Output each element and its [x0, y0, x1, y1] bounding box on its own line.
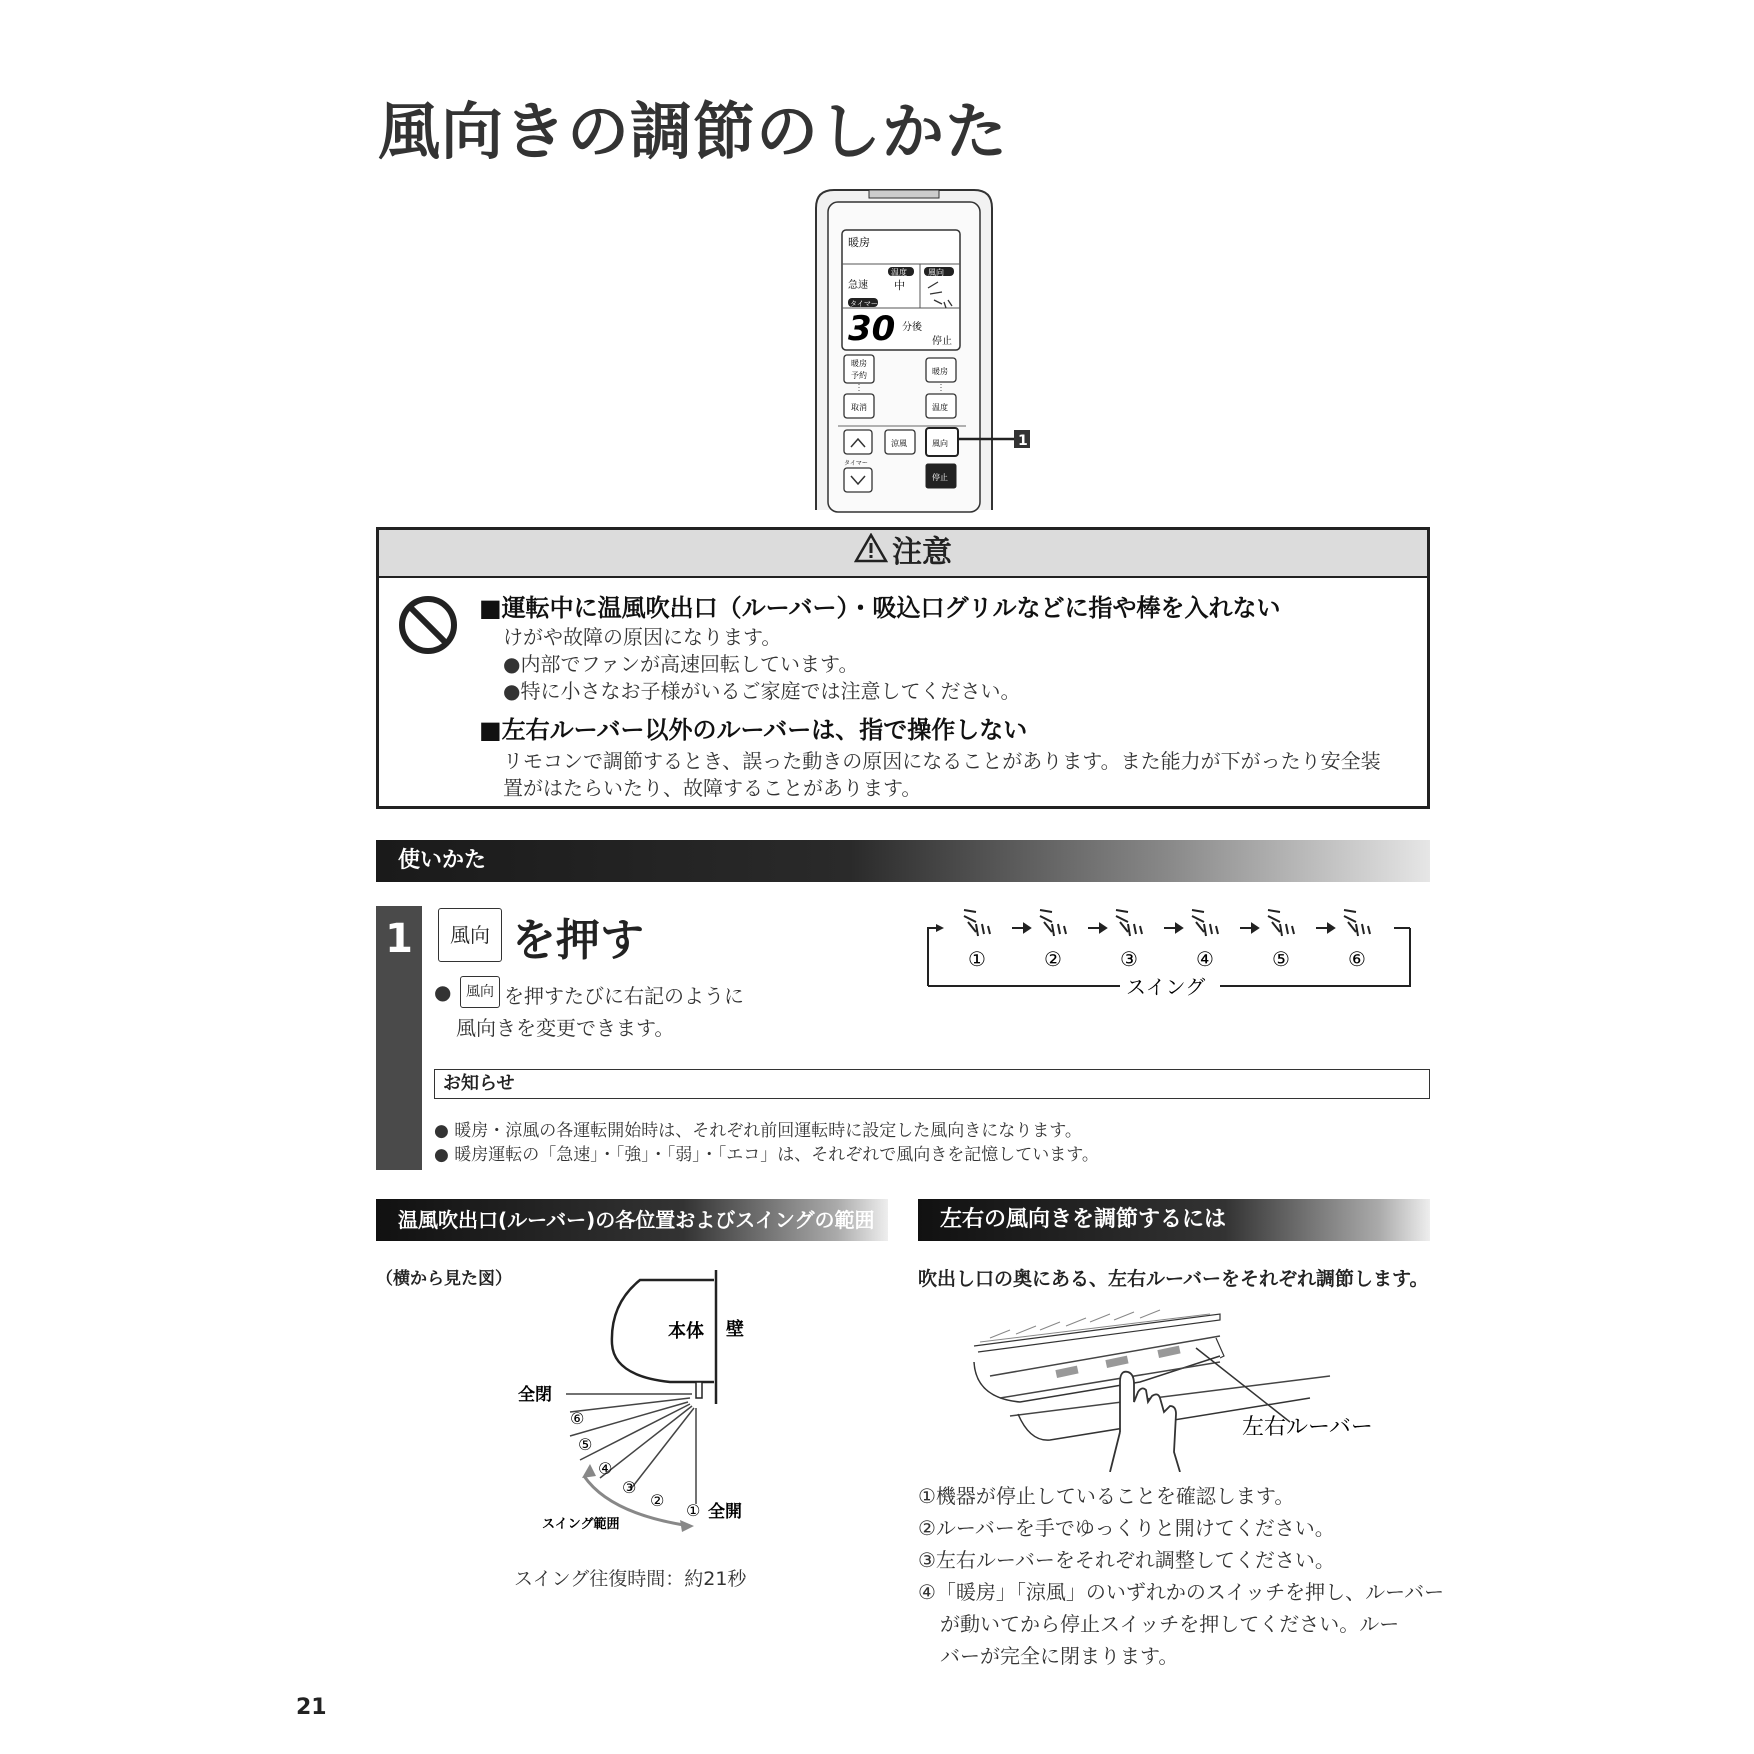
- lr-step4-line1: ④「暖房」「涼風」のいずれかのスイッチを押し、ルーバー: [918, 1580, 1445, 1604]
- page-number: 21: [296, 1695, 327, 1720]
- louver-icon: [1344, 910, 1370, 936]
- caution-item1-line1: けがや故障の原因になります。: [503, 625, 782, 649]
- louver-icon: [1040, 910, 1066, 936]
- warning-triangle-icon: [854, 531, 888, 577]
- louver-icon: [1116, 910, 1142, 936]
- svg-text:温度: 温度: [891, 268, 907, 277]
- step-bullet-text2: 風向きを変更できます。: [456, 1016, 675, 1040]
- svg-text:涼風: 涼風: [891, 439, 907, 448]
- pos-label-5: ⑤: [1272, 947, 1290, 971]
- svg-text:暖房: 暖房: [851, 359, 867, 368]
- svg-text:③: ③: [622, 1478, 637, 1497]
- caution-item1-line2: ●内部でファンが高速回転しています。: [503, 652, 859, 676]
- heat-reserve-button[interactable]: [844, 355, 874, 383]
- caution-item2-title: ■左右ルーバー以外のルーバーは、指で操作しない: [479, 716, 1028, 744]
- lr-step3: ③左右ルーバーをそれぞれ調整してください。: [918, 1548, 1335, 1572]
- cool-button[interactable]: [885, 430, 915, 454]
- svg-text:暖房: 暖房: [932, 367, 948, 376]
- caution-item1-title: ■運転中に温風吹出口（ルーバー）・吸込口グリルなどに指や棒を入れない: [479, 594, 1281, 622]
- step-action: を押す: [512, 915, 644, 966]
- svg-text:停止: 停止: [932, 336, 952, 347]
- timer-down-button[interactable]: [844, 468, 872, 492]
- caution-item2-line2: 置がはたらいたり、故障することがあります。: [503, 776, 922, 800]
- svg-text:中: 中: [894, 279, 905, 292]
- swing-label: スイング: [1126, 975, 1206, 999]
- open-label: 全開: [708, 1502, 742, 1522]
- step-number: 1: [385, 916, 413, 962]
- hand-icon: [1110, 1372, 1180, 1472]
- pos-label-3: ③: [1120, 947, 1138, 971]
- body-label: 本体: [668, 1321, 704, 1342]
- louver-section-header: 温風吹出口(ルーバー)の各位置およびスイングの範囲: [376, 1199, 888, 1241]
- notice-box: [434, 1069, 1430, 1099]
- notice-title: お知らせ: [443, 1073, 515, 1094]
- svg-text:急速: 急速: [848, 280, 868, 291]
- wind-direction-sequence: [920, 900, 1420, 1010]
- caution-box: [376, 527, 1430, 809]
- pos-label-2: ②: [1044, 947, 1062, 971]
- svg-text:温度: 温度: [932, 403, 948, 412]
- prohibited-icon: [397, 594, 459, 660]
- page-title: 風向きの調節のしかた: [378, 95, 1009, 168]
- remote-mode-text: 暖房: [848, 236, 870, 249]
- wall-label: 壁: [726, 1319, 744, 1340]
- svg-text:分後: 分後: [902, 322, 922, 333]
- svg-text:④: ④: [598, 1459, 613, 1478]
- temp-button[interactable]: [926, 394, 956, 418]
- svg-text:⑤: ⑤: [578, 1435, 593, 1454]
- louver-icon: [1192, 910, 1218, 936]
- lr-step4-line2: が動いてから停止スイッチを押してください。ルー: [940, 1612, 1400, 1636]
- wind-key-badge-small: 風向: [460, 976, 500, 1008]
- svg-text:⑥: ⑥: [570, 1409, 585, 1428]
- lr-section-header: 左右の風向きを調節するには: [918, 1199, 1430, 1241]
- svg-text:停止: 停止: [932, 473, 948, 482]
- caution-item1-line3: ●特に小さなお子様がいるご家庭では注意してください。: [503, 679, 1021, 703]
- view-label: （横から見た図）: [376, 1269, 512, 1289]
- caution-heading: 注意: [892, 535, 952, 570]
- svg-text:①: ①: [686, 1501, 701, 1520]
- lr-step4-line3: バーが完全に閉まります。: [940, 1644, 1179, 1668]
- wind-direction-button[interactable]: [926, 428, 958, 456]
- svg-text:取消: 取消: [851, 403, 867, 412]
- remote-control-icon: [814, 188, 1044, 518]
- lr-step1: ①機器が停止していることを確認します。: [918, 1484, 1295, 1508]
- louver-side-view-diagram: [500, 1264, 800, 1534]
- svg-text:予約: 予約: [851, 371, 867, 380]
- caution-item2-line1: リモコンで調節するとき、誤った動きの原因になることがあります。また能力が下がったり安全装: [503, 749, 1381, 773]
- svg-text:風向: 風向: [932, 439, 948, 448]
- lr-intro: 吹出し口の奥にある、左右ルーバーをそれぞれ調節します。: [918, 1268, 1429, 1290]
- lr-louver-label: 左右ルーバー: [1242, 1415, 1373, 1440]
- pos-label-4: ④: [1196, 947, 1214, 971]
- svg-text:タイマー: タイマー: [844, 460, 868, 467]
- louver-icon: [964, 910, 990, 936]
- remote-control-illustration: [814, 188, 1028, 510]
- closed-label: 全閉: [518, 1385, 552, 1405]
- wind-key-badge: 風向: [438, 908, 502, 962]
- notice-line1: ● 暖房・涼風の各運転開始時は、それぞれ前回運転時に設定した風向きになります。: [434, 1121, 1082, 1141]
- timer-up-button[interactable]: [844, 430, 872, 454]
- svg-text:タイマー: タイマー: [850, 300, 878, 308]
- heat-button[interactable]: [926, 358, 956, 382]
- pos-label-1: ①: [968, 947, 986, 971]
- notice-line2: ● 暖房運転の「急速」・「強」・「弱」・「エコ」は、それぞれで風向きを記憶しています。: [434, 1145, 1099, 1165]
- timer-digits: 30: [848, 309, 896, 349]
- bullet-dot: ●: [434, 980, 452, 1004]
- pos-label-6: ⑥: [1348, 947, 1366, 971]
- svg-text:風向: 風向: [928, 268, 944, 277]
- swing-range-label: スイング範囲: [542, 1517, 620, 1532]
- svg-text:②: ②: [650, 1491, 665, 1510]
- cancel-button[interactable]: [844, 394, 874, 418]
- louver-icon: [1268, 910, 1294, 936]
- swing-time: スイング往復時間：約21秒: [514, 1568, 747, 1590]
- caution-header: [379, 530, 1427, 578]
- lr-step2: ②ルーバーを手でゆっくりと開けてください。: [918, 1516, 1335, 1540]
- callout-number: 1: [1018, 433, 1028, 449]
- usage-section-header: 使いかた: [376, 840, 1430, 882]
- stop-button[interactable]: [926, 464, 956, 488]
- step-bullet-text1: を押すたびに右記のように: [504, 984, 744, 1008]
- lr-louver-illustration: [970, 1302, 1390, 1472]
